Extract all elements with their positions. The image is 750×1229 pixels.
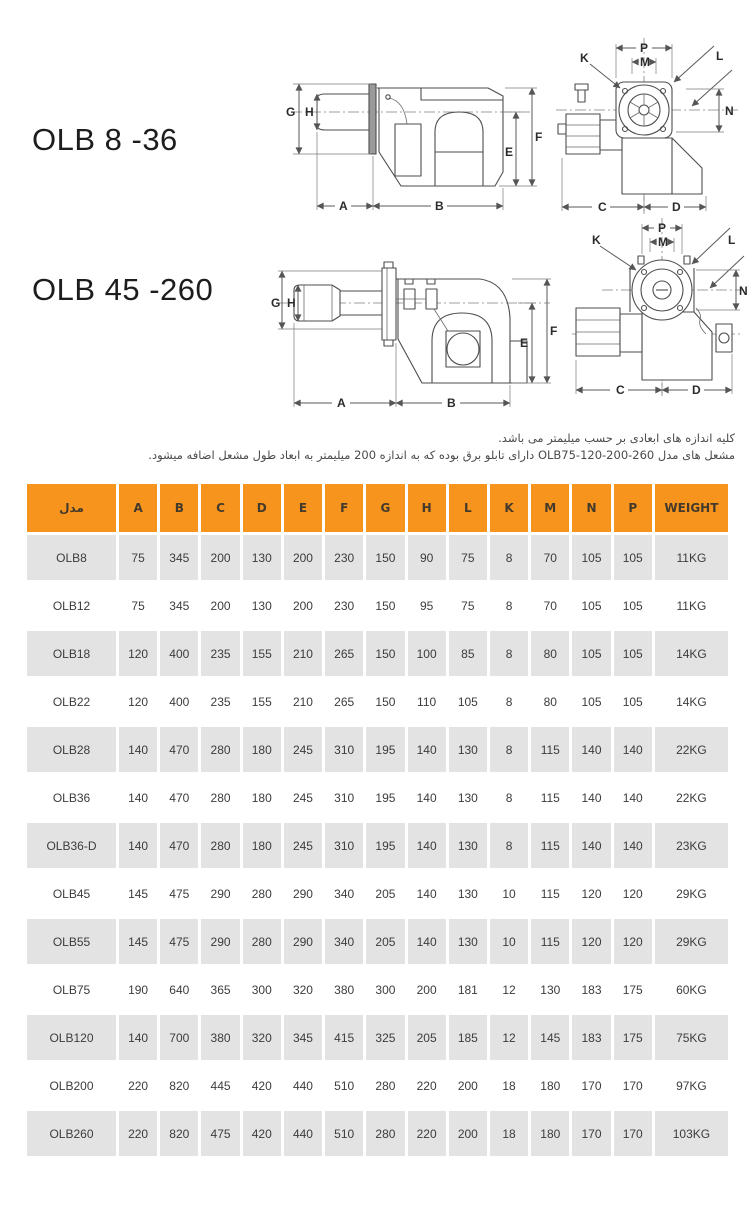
dimension-cell: 440 (284, 1063, 322, 1108)
dimension-cell: 205 (408, 1015, 446, 1060)
dimension-cell: 180 (531, 1063, 569, 1108)
dimension-cell: 235 (201, 631, 239, 676)
dimension-label: L (716, 49, 724, 63)
dimension-cell: 280 (201, 727, 239, 772)
header-row (27, 484, 728, 532)
dimension-cell: 280 (366, 1111, 404, 1156)
dimension-cell: 245 (284, 775, 322, 820)
dimension-label: D (692, 383, 701, 397)
burner-outline (278, 262, 550, 383)
model-range-label-olb8-36: OLB 8 -36 (32, 122, 178, 157)
dimension-label: H (287, 296, 296, 310)
weight-cell: 29KG (655, 871, 728, 916)
dimension-cell: 205 (366, 871, 404, 916)
dimension-cell: 220 (119, 1063, 157, 1108)
column-header: B (160, 484, 198, 532)
dimension-cell: 140 (614, 775, 652, 820)
dimension-cell: 170 (614, 1111, 652, 1156)
dimension-cell: 310 (325, 775, 363, 820)
dimension-cell: 280 (201, 775, 239, 820)
dimension-cell: 170 (572, 1111, 610, 1156)
weight-cell: 75KG (655, 1015, 728, 1060)
dimension-cell: 140 (614, 823, 652, 868)
dimension-cell: 190 (119, 967, 157, 1012)
dimension-cell: 290 (284, 871, 322, 916)
dimension-cell: 420 (243, 1111, 281, 1156)
model-cell: OLB12 (27, 583, 116, 628)
dimension-cell: 150 (366, 535, 404, 580)
weight-cell: 14KG (655, 631, 728, 676)
dimension-label: H (305, 105, 314, 119)
dimension-cell: 115 (531, 823, 569, 868)
weight-cell: 11KG (655, 535, 728, 580)
dimension-cell: 340 (325, 919, 363, 964)
dimension-cell: 140 (408, 919, 446, 964)
dimension-cell: 8 (490, 583, 528, 628)
dimension-cell: 8 (490, 727, 528, 772)
model-range-label-olb45-260: OLB 45 -260 (32, 272, 214, 307)
dimension-cell: 200 (284, 583, 322, 628)
dimension-cell: 310 (325, 727, 363, 772)
dimension-label: N (725, 104, 734, 118)
table-row (27, 1111, 728, 1156)
model-cell: OLB28 (27, 727, 116, 772)
column-header: M (531, 484, 569, 532)
dimension-cell: 155 (243, 631, 281, 676)
dimension-cell: 200 (449, 1111, 487, 1156)
model-cell: OLB8 (27, 535, 116, 580)
dimension-cell: 205 (366, 919, 404, 964)
dimension-cell: 130 (449, 775, 487, 820)
dimension-cell: 475 (201, 1111, 239, 1156)
dimension-cell: 230 (325, 583, 363, 628)
dimension-cell: 18 (490, 1063, 528, 1108)
dimension-cell: 820 (160, 1111, 198, 1156)
weight-cell: 97KG (655, 1063, 728, 1108)
dimension-cell: 140 (408, 823, 446, 868)
table-row (27, 1063, 728, 1108)
dimension-cell: 180 (243, 727, 281, 772)
dimension-cell: 140 (408, 871, 446, 916)
dimension-cell: 195 (366, 823, 404, 868)
dimension-cell: 380 (201, 1015, 239, 1060)
dimension-cell: 245 (284, 727, 322, 772)
dimension-cell: 155 (243, 679, 281, 724)
dimension-label: A (339, 199, 348, 213)
dimension-cell: 365 (201, 967, 239, 1012)
model-cell: OLB55 (27, 919, 116, 964)
dimension-label: P (640, 41, 649, 55)
dimension-cell: 280 (243, 919, 281, 964)
dimension-cell: 183 (572, 1015, 610, 1060)
dimension-label: P (658, 221, 667, 235)
table-row (27, 535, 728, 580)
dimension-cell: 640 (160, 967, 198, 1012)
dimension-cell: 130 (449, 919, 487, 964)
weight-cell: 103KG (655, 1111, 728, 1156)
dimension-cell: 300 (243, 967, 281, 1012)
dimension-cell: 200 (449, 1063, 487, 1108)
column-header-model: مدل (27, 484, 116, 532)
dimension-label: B (435, 199, 444, 213)
dimension-cell: 340 (325, 871, 363, 916)
dimension-cell: 325 (366, 1015, 404, 1060)
dimension-cell: 12 (490, 1015, 528, 1060)
dimension-label: G (271, 296, 281, 310)
dimension-cell: 8 (490, 823, 528, 868)
dimension-cell: 105 (614, 583, 652, 628)
dimension-cell: 130 (531, 967, 569, 1012)
dimension-cell: 510 (325, 1063, 363, 1108)
dimension-cell: 345 (160, 583, 198, 628)
model-cell: OLB36 (27, 775, 116, 820)
dimension-cell: 105 (614, 535, 652, 580)
weight-cell: 22KG (655, 775, 728, 820)
dimension-cell: 170 (614, 1063, 652, 1108)
dimension-label: N (739, 284, 748, 298)
dimension-cell: 8 (490, 631, 528, 676)
table-row (27, 583, 728, 628)
column-header: G (366, 484, 404, 532)
table-row (27, 823, 728, 868)
weight-cell: 29KG (655, 919, 728, 964)
dimension-cell: 150 (366, 631, 404, 676)
dimension-cell: 70 (531, 535, 569, 580)
weight-cell: 23KG (655, 823, 728, 868)
dimension-cell: 150 (366, 679, 404, 724)
column-header: C (201, 484, 239, 532)
dimension-cell: 195 (366, 727, 404, 772)
column-header: E (284, 484, 322, 532)
table-row (27, 679, 728, 724)
dimension-cell: 105 (614, 631, 652, 676)
dimension-cell: 120 (119, 679, 157, 724)
dimension-cell: 400 (160, 679, 198, 724)
dimension-cell: 150 (366, 583, 404, 628)
dimension-cell: 75 (449, 535, 487, 580)
dimension-cell: 290 (201, 871, 239, 916)
table-head (27, 484, 728, 532)
dimension-cell: 415 (325, 1015, 363, 1060)
burner-outline (291, 84, 533, 186)
dimension-cell: 145 (531, 1015, 569, 1060)
diagram-olb8-36-side-view (283, 44, 543, 222)
column-header: A (119, 484, 157, 532)
column-header: L (449, 484, 487, 532)
weight-cell: 11KG (655, 583, 728, 628)
dimension-cell: 220 (408, 1063, 446, 1108)
table-body (27, 535, 728, 1156)
dimension-cell: 320 (284, 967, 322, 1012)
dimension-cell: 18 (490, 1111, 528, 1156)
diagram-olb8-36-front-view (556, 32, 741, 222)
dimension-cell: 200 (201, 535, 239, 580)
dimension-label: C (616, 383, 625, 397)
dimension-cell: 130 (449, 823, 487, 868)
note-control-panel: مشعل های مدل OLB75-120-200-260 دارای تابلو برق بوده که به اندازه 200 میلیمتر به ابعاد طول مشعل اضافه میشود. (148, 448, 735, 462)
dimension-cell: 290 (284, 919, 322, 964)
notes-block (135, 430, 735, 464)
dimension-cell: 130 (449, 727, 487, 772)
dimension-cell: 10 (490, 919, 528, 964)
dimension-cell: 80 (531, 631, 569, 676)
dimension-cell: 220 (119, 1111, 157, 1156)
dimension-cell: 12 (490, 967, 528, 1012)
dimension-label: C (598, 200, 607, 214)
weight-cell: 14KG (655, 679, 728, 724)
dimension-cell: 105 (572, 679, 610, 724)
dimension-cell: 140 (408, 727, 446, 772)
column-header: D (243, 484, 281, 532)
table-row (27, 871, 728, 916)
dimension-cell: 195 (366, 775, 404, 820)
dimension-label: E (505, 145, 514, 159)
dimension-cell: 105 (614, 679, 652, 724)
column-header: K (490, 484, 528, 532)
dimension-cell: 320 (243, 1015, 281, 1060)
dimension-cell: 120 (614, 871, 652, 916)
dimension-cell: 310 (325, 823, 363, 868)
dimension-label: B (447, 396, 456, 410)
model-cell: OLB75 (27, 967, 116, 1012)
dimension-cell: 820 (160, 1063, 198, 1108)
dimension-cell: 115 (531, 727, 569, 772)
dimension-cell: 230 (325, 535, 363, 580)
dimension-label: E (520, 336, 529, 350)
dimension-cell: 265 (325, 679, 363, 724)
dimension-cell: 145 (119, 871, 157, 916)
dimension-cell: 345 (284, 1015, 322, 1060)
dimension-cell: 245 (284, 823, 322, 868)
dimension-label: D (672, 200, 681, 214)
dimension-cell: 210 (284, 631, 322, 676)
dimension-cell: 445 (201, 1063, 239, 1108)
dimension-cell: 475 (160, 871, 198, 916)
dimension-cell: 280 (201, 823, 239, 868)
weight-cell: 22KG (655, 727, 728, 772)
column-header: P (614, 484, 652, 532)
dimension-label: M (640, 55, 650, 69)
dimension-cell: 200 (408, 967, 446, 1012)
dimension-cell: 105 (572, 631, 610, 676)
dimension-cell: 110 (408, 679, 446, 724)
dimension-cell: 90 (408, 535, 446, 580)
dimension-cell: 220 (408, 1111, 446, 1156)
column-header: F (325, 484, 363, 532)
diagram-olb45-260-front-view (572, 212, 747, 402)
dimension-cell: 175 (614, 1015, 652, 1060)
dimension-cell: 8 (490, 679, 528, 724)
dimension-cell: 400 (160, 631, 198, 676)
dimension-cell: 70 (531, 583, 569, 628)
table-row (27, 775, 728, 820)
dimension-cell: 290 (201, 919, 239, 964)
model-cell: OLB18 (27, 631, 116, 676)
dimension-cell: 120 (119, 631, 157, 676)
table-row (27, 967, 728, 1012)
dimension-cell: 145 (119, 919, 157, 964)
dimension-cell: 380 (325, 967, 363, 1012)
dimension-cell: 140 (572, 727, 610, 772)
dimension-cell: 105 (572, 583, 610, 628)
dimension-cell: 8 (490, 775, 528, 820)
dimension-label: A (337, 396, 346, 410)
dimension-cell: 700 (160, 1015, 198, 1060)
dimension-cell: 175 (614, 967, 652, 1012)
column-header: WEIGHT (655, 484, 728, 532)
dimension-cell: 510 (325, 1111, 363, 1156)
dimension-cell: 300 (366, 967, 404, 1012)
dimension-label: K (592, 233, 601, 247)
dimension-cell: 140 (572, 775, 610, 820)
dimension-cell: 130 (243, 535, 281, 580)
dimension-cell: 120 (614, 919, 652, 964)
dimension-cell: 130 (243, 583, 281, 628)
dimension-cell: 180 (243, 823, 281, 868)
dimension-cell: 140 (119, 1015, 157, 1060)
dimension-label: L (728, 233, 736, 247)
dimension-cell: 115 (531, 919, 569, 964)
dimension-cell: 80 (531, 679, 569, 724)
dimension-cell: 180 (243, 775, 281, 820)
dimension-cell: 75 (119, 583, 157, 628)
diagram-olb45-260-side-view (270, 243, 560, 413)
dimension-cell: 120 (572, 919, 610, 964)
dimension-cell: 10 (490, 871, 528, 916)
model-cell: OLB120 (27, 1015, 116, 1060)
model-cell: OLB200 (27, 1063, 116, 1108)
dimension-cell: 200 (284, 535, 322, 580)
dimensions-table-wrap (24, 481, 731, 1159)
dimension-cell: 140 (614, 727, 652, 772)
dimension-cell: 280 (243, 871, 281, 916)
dimension-cell: 235 (201, 679, 239, 724)
column-header: H (408, 484, 446, 532)
dimension-cell: 210 (284, 679, 322, 724)
table-row (27, 727, 728, 772)
dimension-cell: 200 (201, 583, 239, 628)
dimension-cell: 181 (449, 967, 487, 1012)
dimension-cell: 75 (449, 583, 487, 628)
dimension-cell: 105 (449, 679, 487, 724)
model-cell: OLB45 (27, 871, 116, 916)
model-cell: OLB260 (27, 1111, 116, 1156)
dimension-cell: 180 (531, 1111, 569, 1156)
note-units: کلیه اندازه های ابعادی بر حسب میلیمتر می باشد. (498, 431, 735, 445)
dimension-cell: 120 (572, 871, 610, 916)
table-row (27, 631, 728, 676)
dimension-cell: 140 (408, 775, 446, 820)
dimension-label: M (658, 235, 668, 249)
dimension-cell: 265 (325, 631, 363, 676)
dimension-label: G (286, 105, 296, 119)
dimension-label: K (580, 51, 589, 65)
dimension-cell: 140 (119, 823, 157, 868)
dimension-cell: 185 (449, 1015, 487, 1060)
dimension-cell: 280 (366, 1063, 404, 1108)
dimension-cell: 345 (160, 535, 198, 580)
dimension-cell: 140 (572, 823, 610, 868)
dimension-cell: 115 (531, 871, 569, 916)
dimension-cell: 475 (160, 919, 198, 964)
dimension-cell: 470 (160, 823, 198, 868)
dimension-cell: 420 (243, 1063, 281, 1108)
dimension-cell: 115 (531, 775, 569, 820)
dimension-cell: 130 (449, 871, 487, 916)
dimensions-table (24, 481, 731, 1159)
dimension-cell: 183 (572, 967, 610, 1012)
table-row (27, 1015, 728, 1060)
dimension-cell: 75 (119, 535, 157, 580)
dimension-cell: 85 (449, 631, 487, 676)
dimension-cell: 95 (408, 583, 446, 628)
dimension-cell: 105 (572, 535, 610, 580)
dimension-cell: 470 (160, 727, 198, 772)
dimension-cell: 170 (572, 1063, 610, 1108)
dimension-cell: 440 (284, 1111, 322, 1156)
dimension-cell: 140 (119, 727, 157, 772)
dimension-label: F (550, 324, 558, 338)
dimension-cell: 140 (119, 775, 157, 820)
model-cell: OLB36-D (27, 823, 116, 868)
dimension-label: F (535, 130, 543, 144)
dimension-cell: 100 (408, 631, 446, 676)
dimension-cell: 470 (160, 775, 198, 820)
dimension-cell: 8 (490, 535, 528, 580)
table-row (27, 919, 728, 964)
weight-cell: 60KG (655, 967, 728, 1012)
model-cell: OLB22 (27, 679, 116, 724)
column-header: N (572, 484, 610, 532)
